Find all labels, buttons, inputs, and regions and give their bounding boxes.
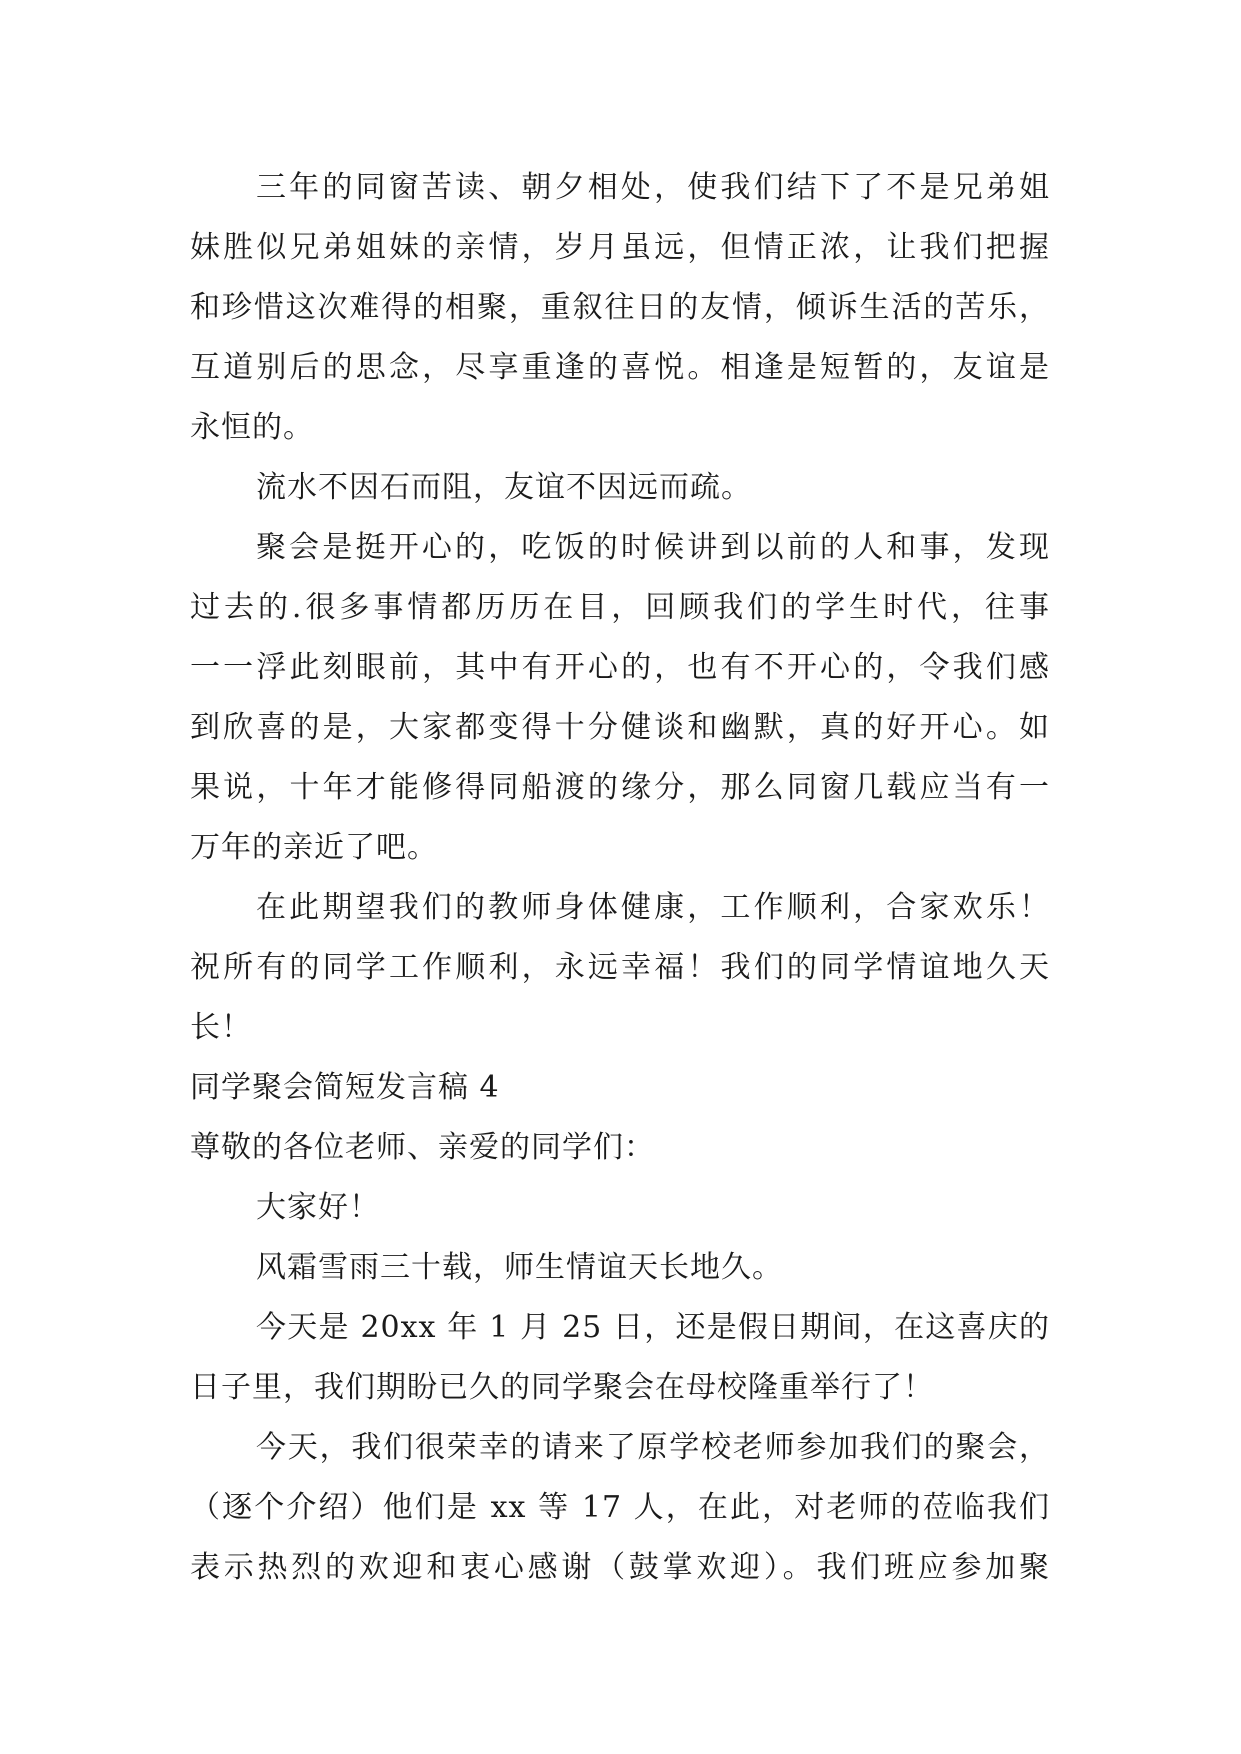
text-line: 在此期望我们的教师身体健康，工作顺利，合家欢乐！ bbox=[256, 890, 1050, 925]
text-line: 尊敬的各位老师、亲爱的同学们： bbox=[190, 1130, 655, 1165]
paragraph bbox=[190, 1418, 1050, 1598]
text-line: 和珍惜这次难得的相聚，重叙往日的友情，倾诉生活的苦乐， bbox=[190, 290, 1050, 325]
text-line: 永恒的。 bbox=[190, 410, 314, 445]
text-line: （逐个介绍）他们是 xx 等 17 人，在此，对老师的莅临我们 bbox=[190, 1490, 1050, 1525]
text-line: 今天是 20xx 年 1 月 25 日，还是假日期间，在这喜庆的 bbox=[256, 1310, 1050, 1345]
text-line: 表示热烈的欢迎和衷心感谢（鼓掌欢迎）。我们班应参加聚 bbox=[190, 1550, 1050, 1585]
text-line: 流水不因石而阻，友谊不因远而疏。 bbox=[256, 470, 752, 505]
text-line: 长！ bbox=[190, 1010, 252, 1045]
text-line: 过去的.很多事情都历历在目，回顾我们的学生时代，往事 bbox=[190, 590, 1050, 625]
heading-line: 同学聚会简短发言稿 4 bbox=[190, 1070, 500, 1105]
text-line: 一一浮此刻眼前，其中有开心的，也有不开心的，令我们感 bbox=[190, 650, 1050, 685]
text-line: 妹胜似兄弟姐妹的亲情，岁月虽远，但情正浓，让我们把握 bbox=[190, 230, 1050, 265]
text-line: 到欣喜的是，大家都变得十分健谈和幽默，真的好开心。如 bbox=[190, 710, 1050, 745]
paragraph bbox=[190, 878, 1050, 1058]
paragraph bbox=[190, 1178, 1050, 1238]
text-line: 大家好！ bbox=[256, 1190, 380, 1225]
text-line: 三年的同窗苦读、朝夕相处，使我们结下了不是兄弟姐 bbox=[256, 170, 1050, 205]
paragraph bbox=[190, 458, 1050, 518]
document-page bbox=[190, 158, 1050, 1598]
text-line: 风霜雪雨三十载，师生情谊天长地久。 bbox=[256, 1250, 783, 1285]
text-line: 万年的亲近了吧。 bbox=[190, 830, 438, 865]
text-line: 祝所有的同学工作顺利，永远幸福！我们的同学情谊地久天 bbox=[190, 950, 1050, 985]
text-line: 互道别后的思念，尽享重逢的喜悦。相逢是短暂的，友谊是 bbox=[190, 350, 1050, 385]
text-line: 果说，十年才能修得同船渡的缘分，那么同窗几载应当有一 bbox=[190, 770, 1050, 805]
paragraph bbox=[190, 518, 1050, 878]
salutation bbox=[190, 1118, 1050, 1178]
text-line: 聚会是挺开心的，吃饭的时候讲到以前的人和事，发现 bbox=[256, 530, 1050, 565]
paragraph bbox=[190, 1238, 1050, 1298]
paragraph bbox=[190, 158, 1050, 458]
text-line: 今天，我们很荣幸的请来了原学校老师参加我们的聚会， bbox=[256, 1430, 1050, 1465]
text-line: 日子里，我们期盼已久的同学聚会在母校隆重举行了！ bbox=[190, 1370, 934, 1405]
section-heading bbox=[190, 1058, 1050, 1118]
paragraph bbox=[190, 1298, 1050, 1418]
